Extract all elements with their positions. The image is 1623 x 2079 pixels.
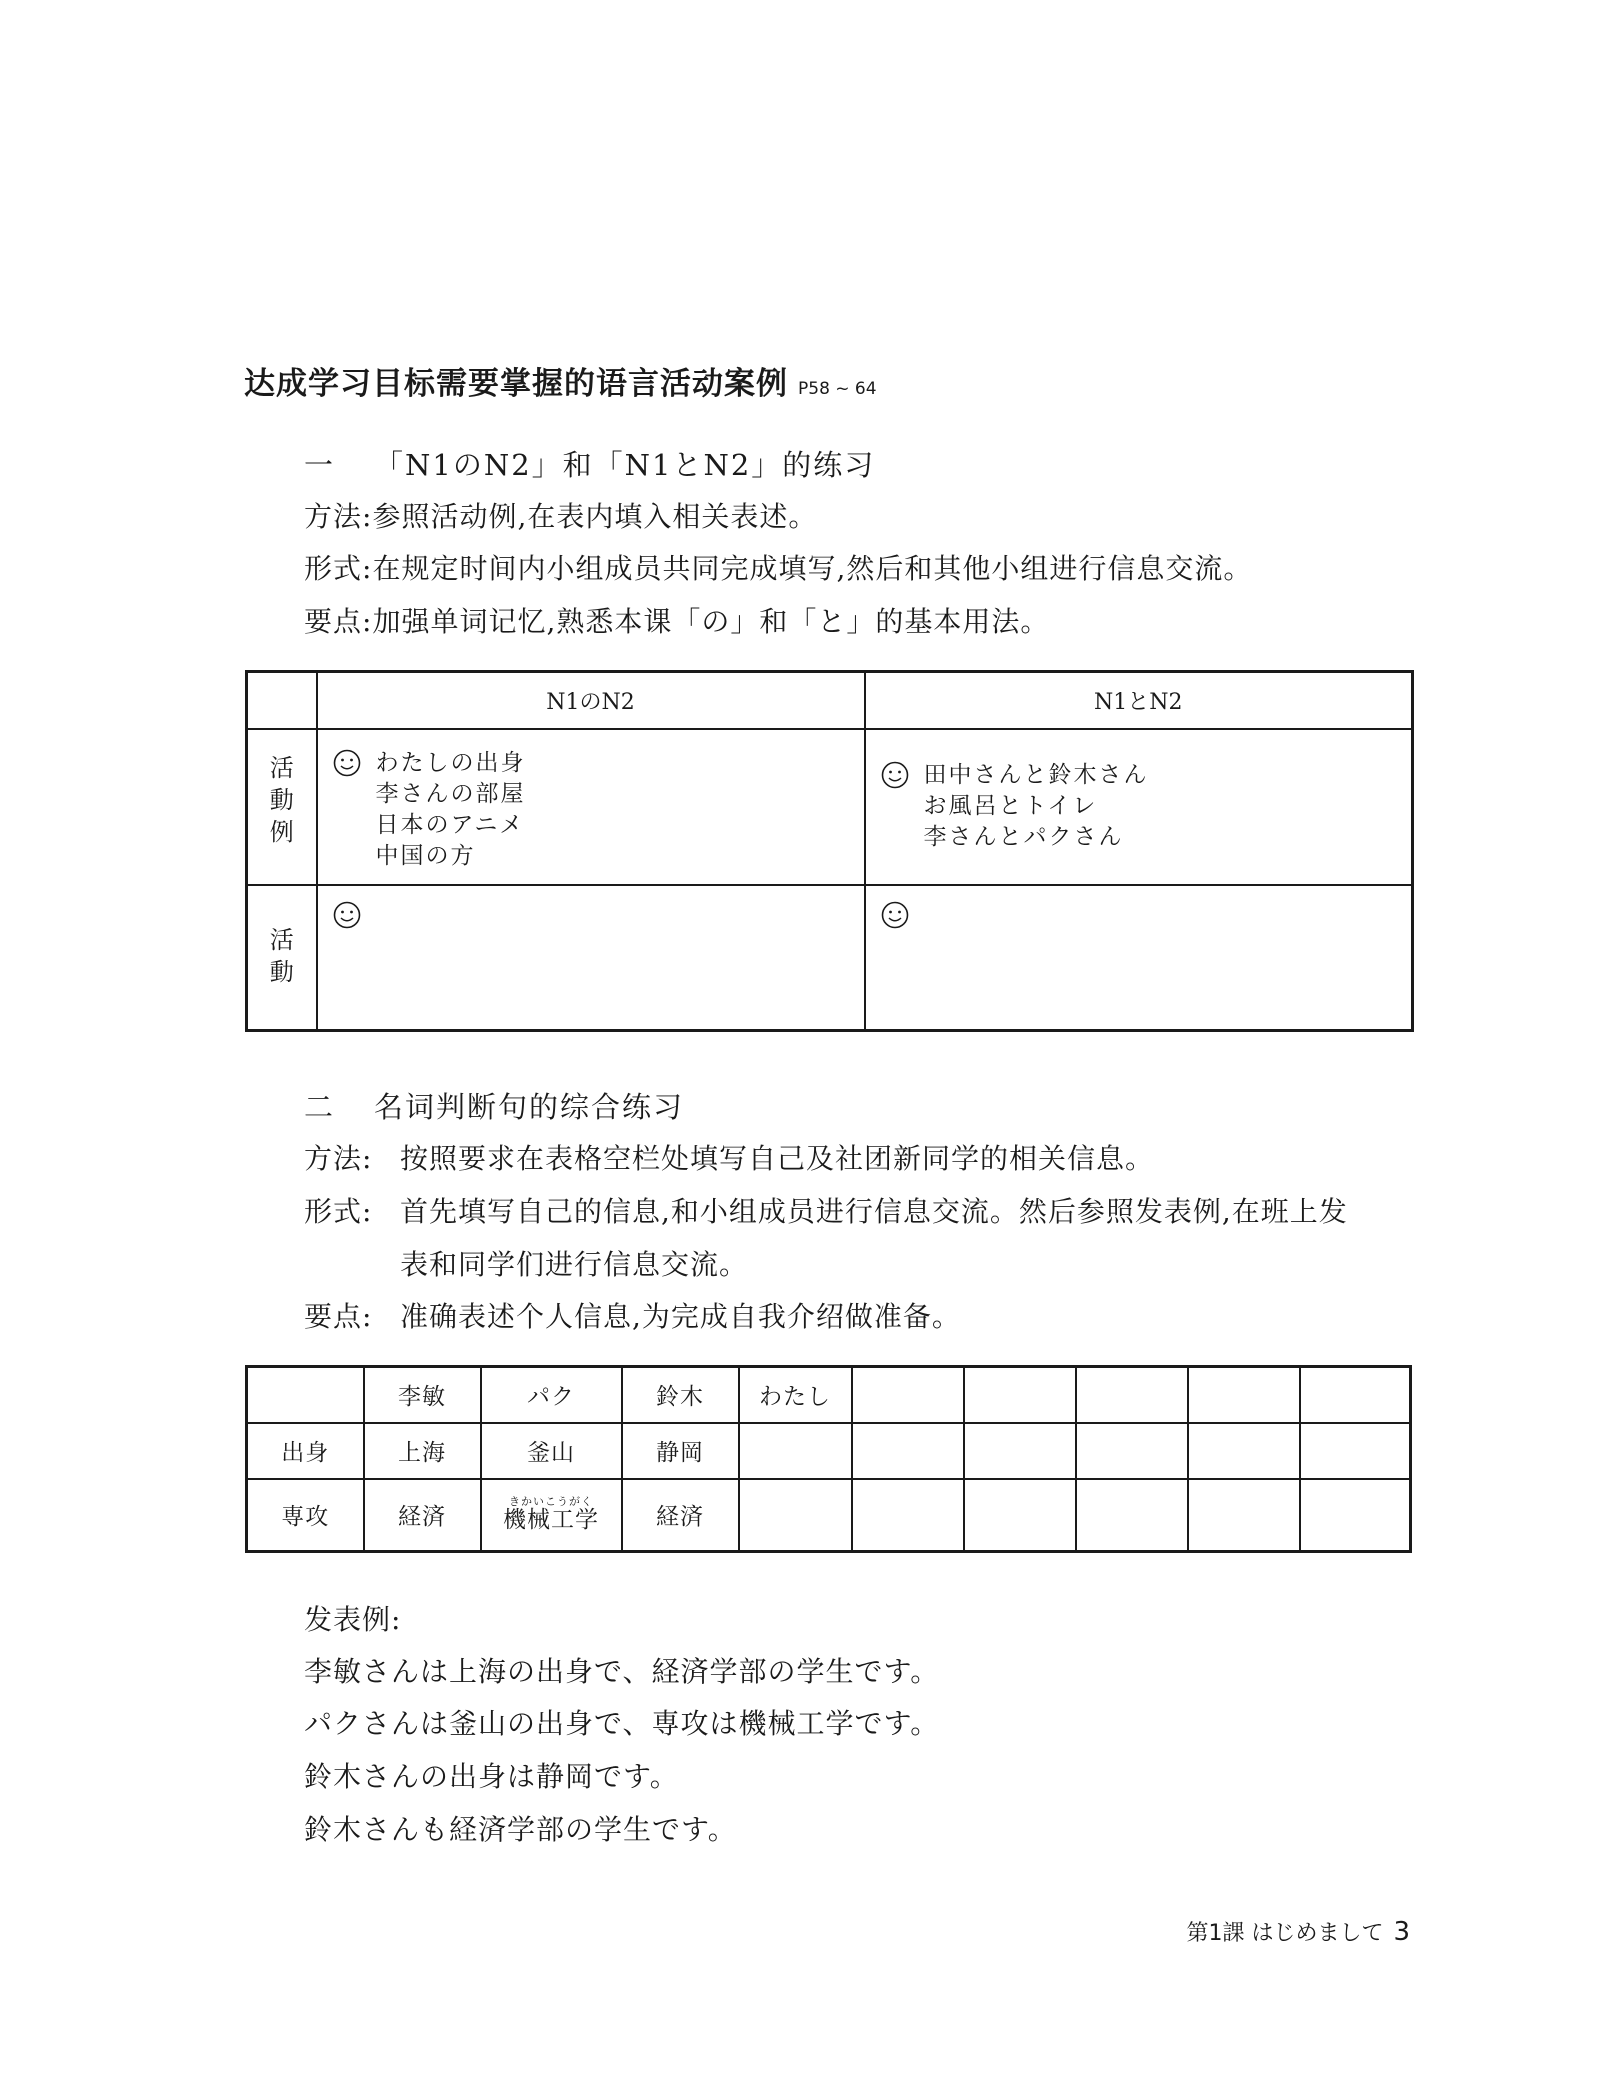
example-title: 发表例: xyxy=(304,1603,402,1636)
table-cell[interactable] xyxy=(739,1479,852,1552)
section2-number: 二 xyxy=(304,1090,336,1124)
table-cell[interactable] xyxy=(1076,1479,1188,1552)
example-sentence: 鈴木さんも経済学部の学生です。 xyxy=(304,1813,737,1846)
table-row-activity xyxy=(247,885,1413,1031)
table-cell[interactable] xyxy=(1300,1423,1411,1479)
table-cell: 経済 xyxy=(622,1479,739,1552)
heading-title: 达成学习目标需要掌握的语言活动案例 xyxy=(244,366,788,402)
page-number: 3 xyxy=(1393,1917,1410,1947)
list-item: お風呂とトイレ xyxy=(923,793,1098,819)
table-row-major xyxy=(247,1479,1411,1552)
section1-number: 一 xyxy=(304,448,336,482)
point-label: 要点: xyxy=(304,605,373,638)
cell-to-blank[interactable] xyxy=(865,885,1413,1031)
header-cell[interactable] xyxy=(852,1367,964,1423)
table-cell[interactable] xyxy=(852,1479,964,1552)
header-cell: 李敏 xyxy=(364,1367,481,1423)
smiley-icon xyxy=(332,900,362,930)
section1-point xyxy=(304,600,1049,640)
activity-table-1 xyxy=(245,670,1414,1032)
table-cell[interactable] xyxy=(964,1423,1076,1479)
list-item: 田中さんと鈴木さん xyxy=(923,762,1149,788)
row-label-activity xyxy=(247,885,317,1031)
point-text: 准确表述个人信息,为完成自我介绍做准备。 xyxy=(400,1300,961,1333)
format-text: 首先填写自己的信息,和小组成员进行信息交流。然后参照发表例,在班上发 xyxy=(400,1195,1348,1228)
row-label-char: 動 xyxy=(269,958,294,986)
cell-no-blank[interactable] xyxy=(317,885,865,1031)
table-cell[interactable] xyxy=(1300,1479,1411,1552)
example-sentence: パクさんは釜山の出身で、専攻は機械工学です。 xyxy=(304,1707,940,1740)
row-label-char: 活 xyxy=(269,926,294,954)
table-cell[interactable] xyxy=(964,1479,1076,1552)
smiley-icon xyxy=(880,900,910,930)
header-cell[interactable] xyxy=(1076,1367,1188,1423)
table-cell: 釜山 xyxy=(481,1423,622,1479)
row-label-major: 専攻 xyxy=(247,1479,364,1552)
table-cell[interactable] xyxy=(1076,1423,1188,1479)
row-label-char: 活 xyxy=(269,754,294,782)
column-header-n1-to-n2: N1とN2 xyxy=(865,672,1413,730)
table-cell[interactable] xyxy=(739,1423,852,1479)
table-cell[interactable] xyxy=(852,1423,964,1479)
page-reference: P58 ~ 64 xyxy=(798,379,877,399)
section1-title-text: 「N1のN2」和「N1とN2」的练习 xyxy=(374,448,876,482)
table-cell: 上海 xyxy=(364,1423,481,1479)
no-examples-list xyxy=(376,748,526,872)
column-header-n1-no-n2: N1のN2 xyxy=(317,672,865,730)
table-row-birthplace xyxy=(247,1423,1411,1479)
section2-format-cont: 表和同学们进行信息交流。 xyxy=(400,1248,749,1281)
table-corner-cell xyxy=(247,672,317,730)
furigana: きかいこうがく xyxy=(509,1495,593,1509)
table-cell xyxy=(481,1479,622,1552)
method-text: 按照要求在表格空栏处填写自己及社团新同学的相关信息。 xyxy=(400,1142,1155,1175)
ruby-base: 機械工学 xyxy=(503,1507,599,1534)
method-label: 方法: xyxy=(304,500,373,533)
list-item: わたしの出身 xyxy=(375,750,526,776)
point-text: 加强单词记忆,熟悉本课「の」和「と」的基本用法。 xyxy=(372,605,1050,638)
section2-point xyxy=(304,1295,961,1335)
table-corner-cell xyxy=(247,1367,364,1423)
to-examples-list xyxy=(924,760,1149,853)
table-cell[interactable] xyxy=(1188,1479,1300,1552)
table-cell: 経済 xyxy=(364,1479,481,1552)
table-cell: 静岡 xyxy=(622,1423,739,1479)
list-item: 李さんとパクさん xyxy=(923,824,1124,850)
table-header-row xyxy=(247,1367,1411,1423)
example-sentence: 鈴木さんの出身は静岡です。 xyxy=(304,1760,679,1793)
cell-no-examples xyxy=(317,729,865,885)
point-label: 要点: xyxy=(304,1300,373,1333)
page-heading xyxy=(244,358,877,403)
page-footer xyxy=(1186,1916,1410,1947)
list-item: 中国の方 xyxy=(375,843,476,869)
header-cell[interactable] xyxy=(964,1367,1076,1423)
ruby-word xyxy=(503,1496,599,1532)
section2-method xyxy=(304,1137,1154,1177)
table-row-example xyxy=(247,729,1413,885)
header-cell[interactable] xyxy=(1300,1367,1411,1423)
section1-format xyxy=(304,547,1252,587)
table-header-row xyxy=(247,672,1413,730)
info-table-2 xyxy=(245,1365,1412,1553)
format-label: 形式: xyxy=(304,1195,373,1228)
footer-lesson: 第1課 はじめまして xyxy=(1186,1921,1384,1946)
section1-method xyxy=(304,495,817,535)
section2-title-text: 名词判断句的综合练习 xyxy=(374,1090,685,1124)
section1-title xyxy=(304,443,875,484)
list-item: 日本のアニメ xyxy=(375,812,525,838)
section2-format xyxy=(304,1190,1348,1230)
cell-to-examples xyxy=(865,729,1413,885)
header-cell: わたし xyxy=(739,1367,852,1423)
smiley-icon xyxy=(332,748,362,778)
example-sentence: 李敏さんは上海の出身で、経済学部の学生です。 xyxy=(304,1655,940,1688)
row-label-char: 例 xyxy=(269,818,294,846)
format-text: 在规定时间内小组成员共同完成填写,然后和其他小组进行信息交流。 xyxy=(372,552,1253,585)
smiley-icon xyxy=(880,760,910,790)
header-cell: パク xyxy=(481,1367,622,1423)
header-cell[interactable] xyxy=(1188,1367,1300,1423)
method-label: 方法: xyxy=(304,1142,373,1175)
method-text: 参照活动例,在表内填入相关表述。 xyxy=(372,500,818,533)
format-label: 形式: xyxy=(304,552,373,585)
section2-title xyxy=(304,1085,684,1126)
table-cell[interactable] xyxy=(1188,1423,1300,1479)
row-label-example xyxy=(247,729,317,885)
row-label-birthplace: 出身 xyxy=(247,1423,364,1479)
list-item: 李さんの部屋 xyxy=(375,781,526,807)
row-label-char: 動 xyxy=(269,786,294,814)
header-cell: 鈴木 xyxy=(622,1367,739,1423)
